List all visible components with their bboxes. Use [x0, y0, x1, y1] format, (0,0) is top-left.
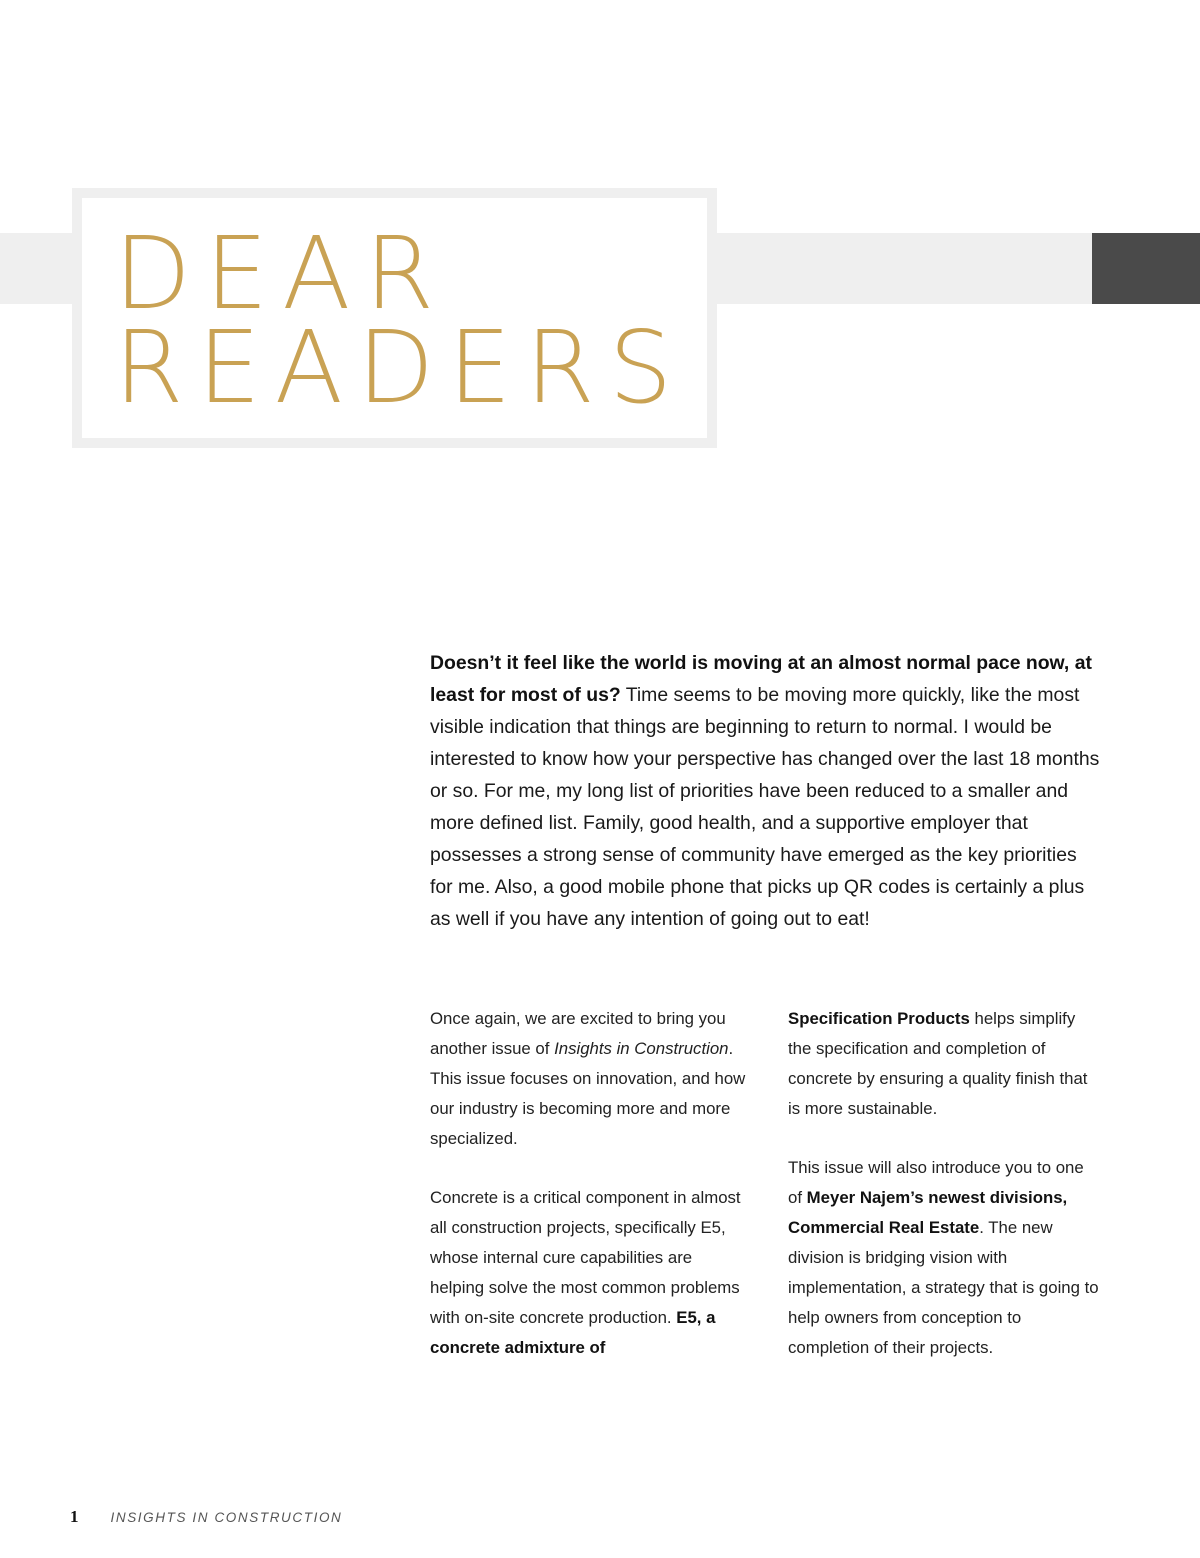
- right-p2-bold: Meyer Najem’s newest divisions, Commercial Real Estate: [788, 1188, 1068, 1237]
- left-p2-text-a: Concrete is a critical component in almost all construction projects, specifically E5, whose internal cure capabilities are helping solve the most common problems with on-site concrete production.: [430, 1188, 741, 1327]
- left-paragraph-1: [430, 1004, 750, 1154]
- right-p2-text-b: . The new division is bridging vision with implementation, a strategy that is going to help owners from conception to completion of their projects.: [788, 1218, 1099, 1357]
- intro-paragraph: [430, 647, 1100, 935]
- left-p1-text-b: . This issue focuses on innovation, and how our industry is becoming more and more specialized.: [430, 1039, 746, 1148]
- page-footer: [70, 1507, 342, 1527]
- page-number: 1: [70, 1507, 79, 1526]
- right-paragraph-1: [788, 1004, 1100, 1124]
- left-p2-bold: E5, a concrete admixture of: [430, 1308, 716, 1357]
- publication-title-italic: Insights in Construction: [554, 1039, 729, 1058]
- left-paragraph-2: [430, 1183, 750, 1363]
- intro-body: Time seems to be moving more quickly, like the most visible indication that things are beginning to return to normal. I would be interested to know how your perspective has changed over the last 18 months or so. For me, my long list of priorities have been reduced to a smaller and more defined list. Family, good health, and a supportive employer that possesses a strong sense of community have emerged as the key priorities for me. Also, a good mobile phone that picks up QR codes is certainly a plus as well if you have any intention of going out to eat!: [430, 684, 1100, 930]
- publication-name: INSIGHTS IN CONSTRUCTION: [110, 1510, 343, 1525]
- right-p2-text-a: This issue will also introduce you to one of: [788, 1158, 1084, 1207]
- header-band-dark-block: [1092, 233, 1200, 304]
- left-p1-text-a: Once again, we are excited to bring you another issue of: [430, 1009, 726, 1058]
- left-column: [430, 1004, 750, 1392]
- page-title-line-1: DEAR: [114, 215, 449, 332]
- header-band-left: [0, 233, 72, 304]
- title-frame: [72, 188, 717, 448]
- header-band-right: [717, 233, 1092, 304]
- right-column: [788, 1004, 1100, 1392]
- right-p1-bold: Specification Products: [788, 1009, 970, 1028]
- page-title-line-2: READERS: [114, 309, 687, 426]
- right-paragraph-2: [788, 1153, 1100, 1363]
- title-box: [82, 198, 707, 438]
- right-p1-text: helps simplify the specification and completion of concrete by ensuring a quality finish that is more sustainable.: [788, 1009, 1088, 1118]
- intro-lead: Doesn’t it feel like the world is moving at an almost normal pace now, at least for most of us?: [430, 652, 1092, 706]
